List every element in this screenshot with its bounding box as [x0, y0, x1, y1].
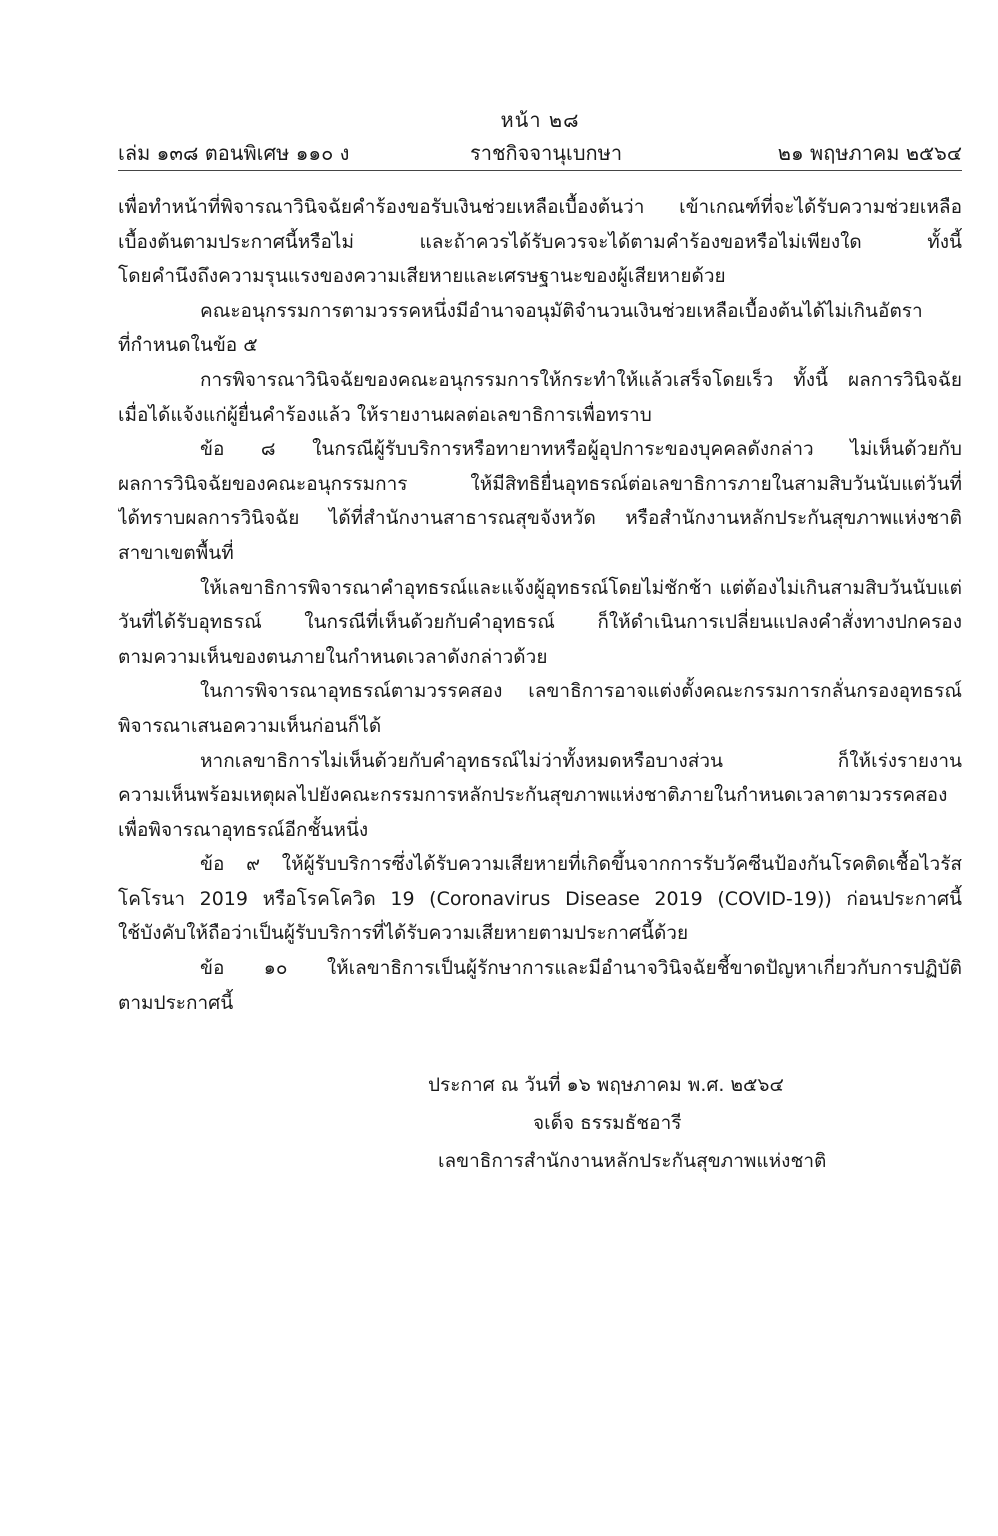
body-line: โดยคำนึงถึงความรุนแรงของความเสียหายและเศรษฐานะของผู้เสียหายด้วย	[118, 265, 726, 288]
body-line: วันที่ได้รับอุทธรณ์ ในกรณีที่เห็นด้วยกับคำอุทธรณ์ ก็ให้ดำเนินการเปลี่ยนแปลงคำสั่งทางปกครอง	[118, 611, 962, 634]
body-line: การพิจารณาวินิจฉัยของคณะอนุกรรมการให้กระทำให้แล้วเสร็จโดยเร็ว ทั้งนี้ ผลการวินิจฉัย	[200, 368, 962, 391]
body-line: ให้เลขาธิการพิจารณาคำอุทธรณ์และแจ้งผู้อุทธรณ์โดยไม่ชักช้า แต่ต้องไม่เกินสามสิบวันนับแต่	[200, 576, 962, 599]
clause-9-line: ข้อ ๙ ให้ผู้รับบริการซึ่งได้รับความเสียหายที่เกิดขึ้นจากการรับวัคซีนป้องกันโรคติดเชื้อไวรัส	[200, 853, 962, 876]
clause-10-line: ข้อ ๑๐ ให้เลขาธิการเป็นผู้รักษาการและมีอำนาจวินิจฉัยชี้ขาดปัญหาเกี่ยวกับการปฏิบัติ	[200, 957, 962, 980]
document-body	[118, 190, 962, 1020]
body-line: ตามความเห็นของตนภายในกำหนดเวลาดังกล่าวด้วย	[118, 645, 548, 668]
body-line: ผลการวินิจฉัยของคณะอนุกรรมการ ให้มีสิทธิยื่นอุทธรณ์ต่อเลขาธิการภายในสามสิบวันนับแต่วันที่	[118, 472, 962, 495]
body-line: โคโรนา 2019 หรือโรคโควิด 19 (Coronavirus Disease 2019 (COVID-19)) ก่อนประกาศนี้	[118, 887, 962, 910]
page-number: หน้า ๒๘	[500, 108, 580, 132]
body-line: ในการพิจารณาอุทธรณ์ตามวรรคสอง เลขาธิการอาจแต่งตั้งคณะกรรมการกลั่นกรองอุทธรณ์	[200, 680, 962, 703]
body-line: สาขาเขตพื้นที่	[118, 541, 234, 564]
volume-info: เล่ม ๑๓๘ ตอนพิเศษ ๑๑๐ ง	[118, 141, 350, 165]
signatory-name: จเด็จ ธรรมธัชอารี	[533, 1112, 682, 1134]
body-line: พิจารณาเสนอความเห็นก่อนก็ได้	[118, 714, 382, 737]
gazette-header	[118, 137, 962, 165]
body-line: ตามประกาศนี้	[118, 991, 234, 1014]
clause-8-line: ข้อ ๘ ในกรณีผู้รับบริการหรือทายาทหรือผู้อุปการะของบุคคลดังกล่าว ไม่เห็นด้วยกับ	[200, 438, 962, 461]
body-line: ความเห็นพร้อมเหตุผลไปยังคณะกรรมการหลักประกันสุขภาพแห่งชาติภายในกำหนดเวลาตามวรรคสอง	[118, 784, 948, 807]
publication-name: ราชกิจจานุเบกษา	[470, 141, 623, 165]
publication-date: ๒๑ พฤษภาคม ๒๕๖๔	[777, 141, 962, 165]
body-line: คณะอนุกรรมการตามวรรคหนึ่งมีอำนาจอนุมัติจำนวนเงินช่วยเหลือเบื้องต้นได้ไม่เกินอัตรา	[200, 299, 923, 322]
signatory-title: เลขาธิการสำนักงานหลักประกันสุขภาพแห่งชาติ	[438, 1150, 827, 1172]
body-line: เพื่อพิจารณาอุทธรณ์อีกชั้นหนึ่ง	[118, 818, 369, 841]
announcement-date: ประกาศ ณ วันที่ ๑๖ พฤษภาคม พ.ศ. ๒๕๖๔	[428, 1074, 784, 1096]
body-line: หากเลขาธิการไม่เห็นด้วยกับคำอุทธรณ์ไม่ว่าทั้งหมดหรือบางส่วน ก็ให้เร่งรายงาน	[200, 749, 962, 772]
body-line: ที่กำหนดในข้อ ๕	[118, 334, 258, 357]
body-line: เพื่อทำหน้าที่พิจารณาวินิจฉัยคำร้องขอรับเงินช่วยเหลือเบื้องต้นว่า เข้าเกณฑ์ที่จะได้รับความช่วยเหลือ	[118, 196, 962, 218]
body-line: เบื้องต้นตามประกาศนี้หรือไม่ และถ้าควรได้รับควรจะได้ตามคำร้องขอหรือไม่เพียงใด ทั้งนี้	[118, 230, 962, 253]
body-line: เมื่อได้แจ้งแก่ผู้ยื่นคำร้องแล้ว ให้รายงานผลต่อเลขาธิการเพื่อทราบ	[118, 403, 652, 426]
body-line: ใช้บังคับให้ถือว่าเป็นผู้รับบริการที่ได้รับความเสียหายตามประกาศนี้ด้วย	[118, 922, 689, 945]
body-line: ได้ทราบผลการวินิจฉัย ได้ที่สำนักงานสาธารณสุขจังหวัด หรือสำนักงานหลักประกันสุขภาพแห่งชาติ	[118, 507, 962, 530]
header-divider	[118, 170, 962, 171]
